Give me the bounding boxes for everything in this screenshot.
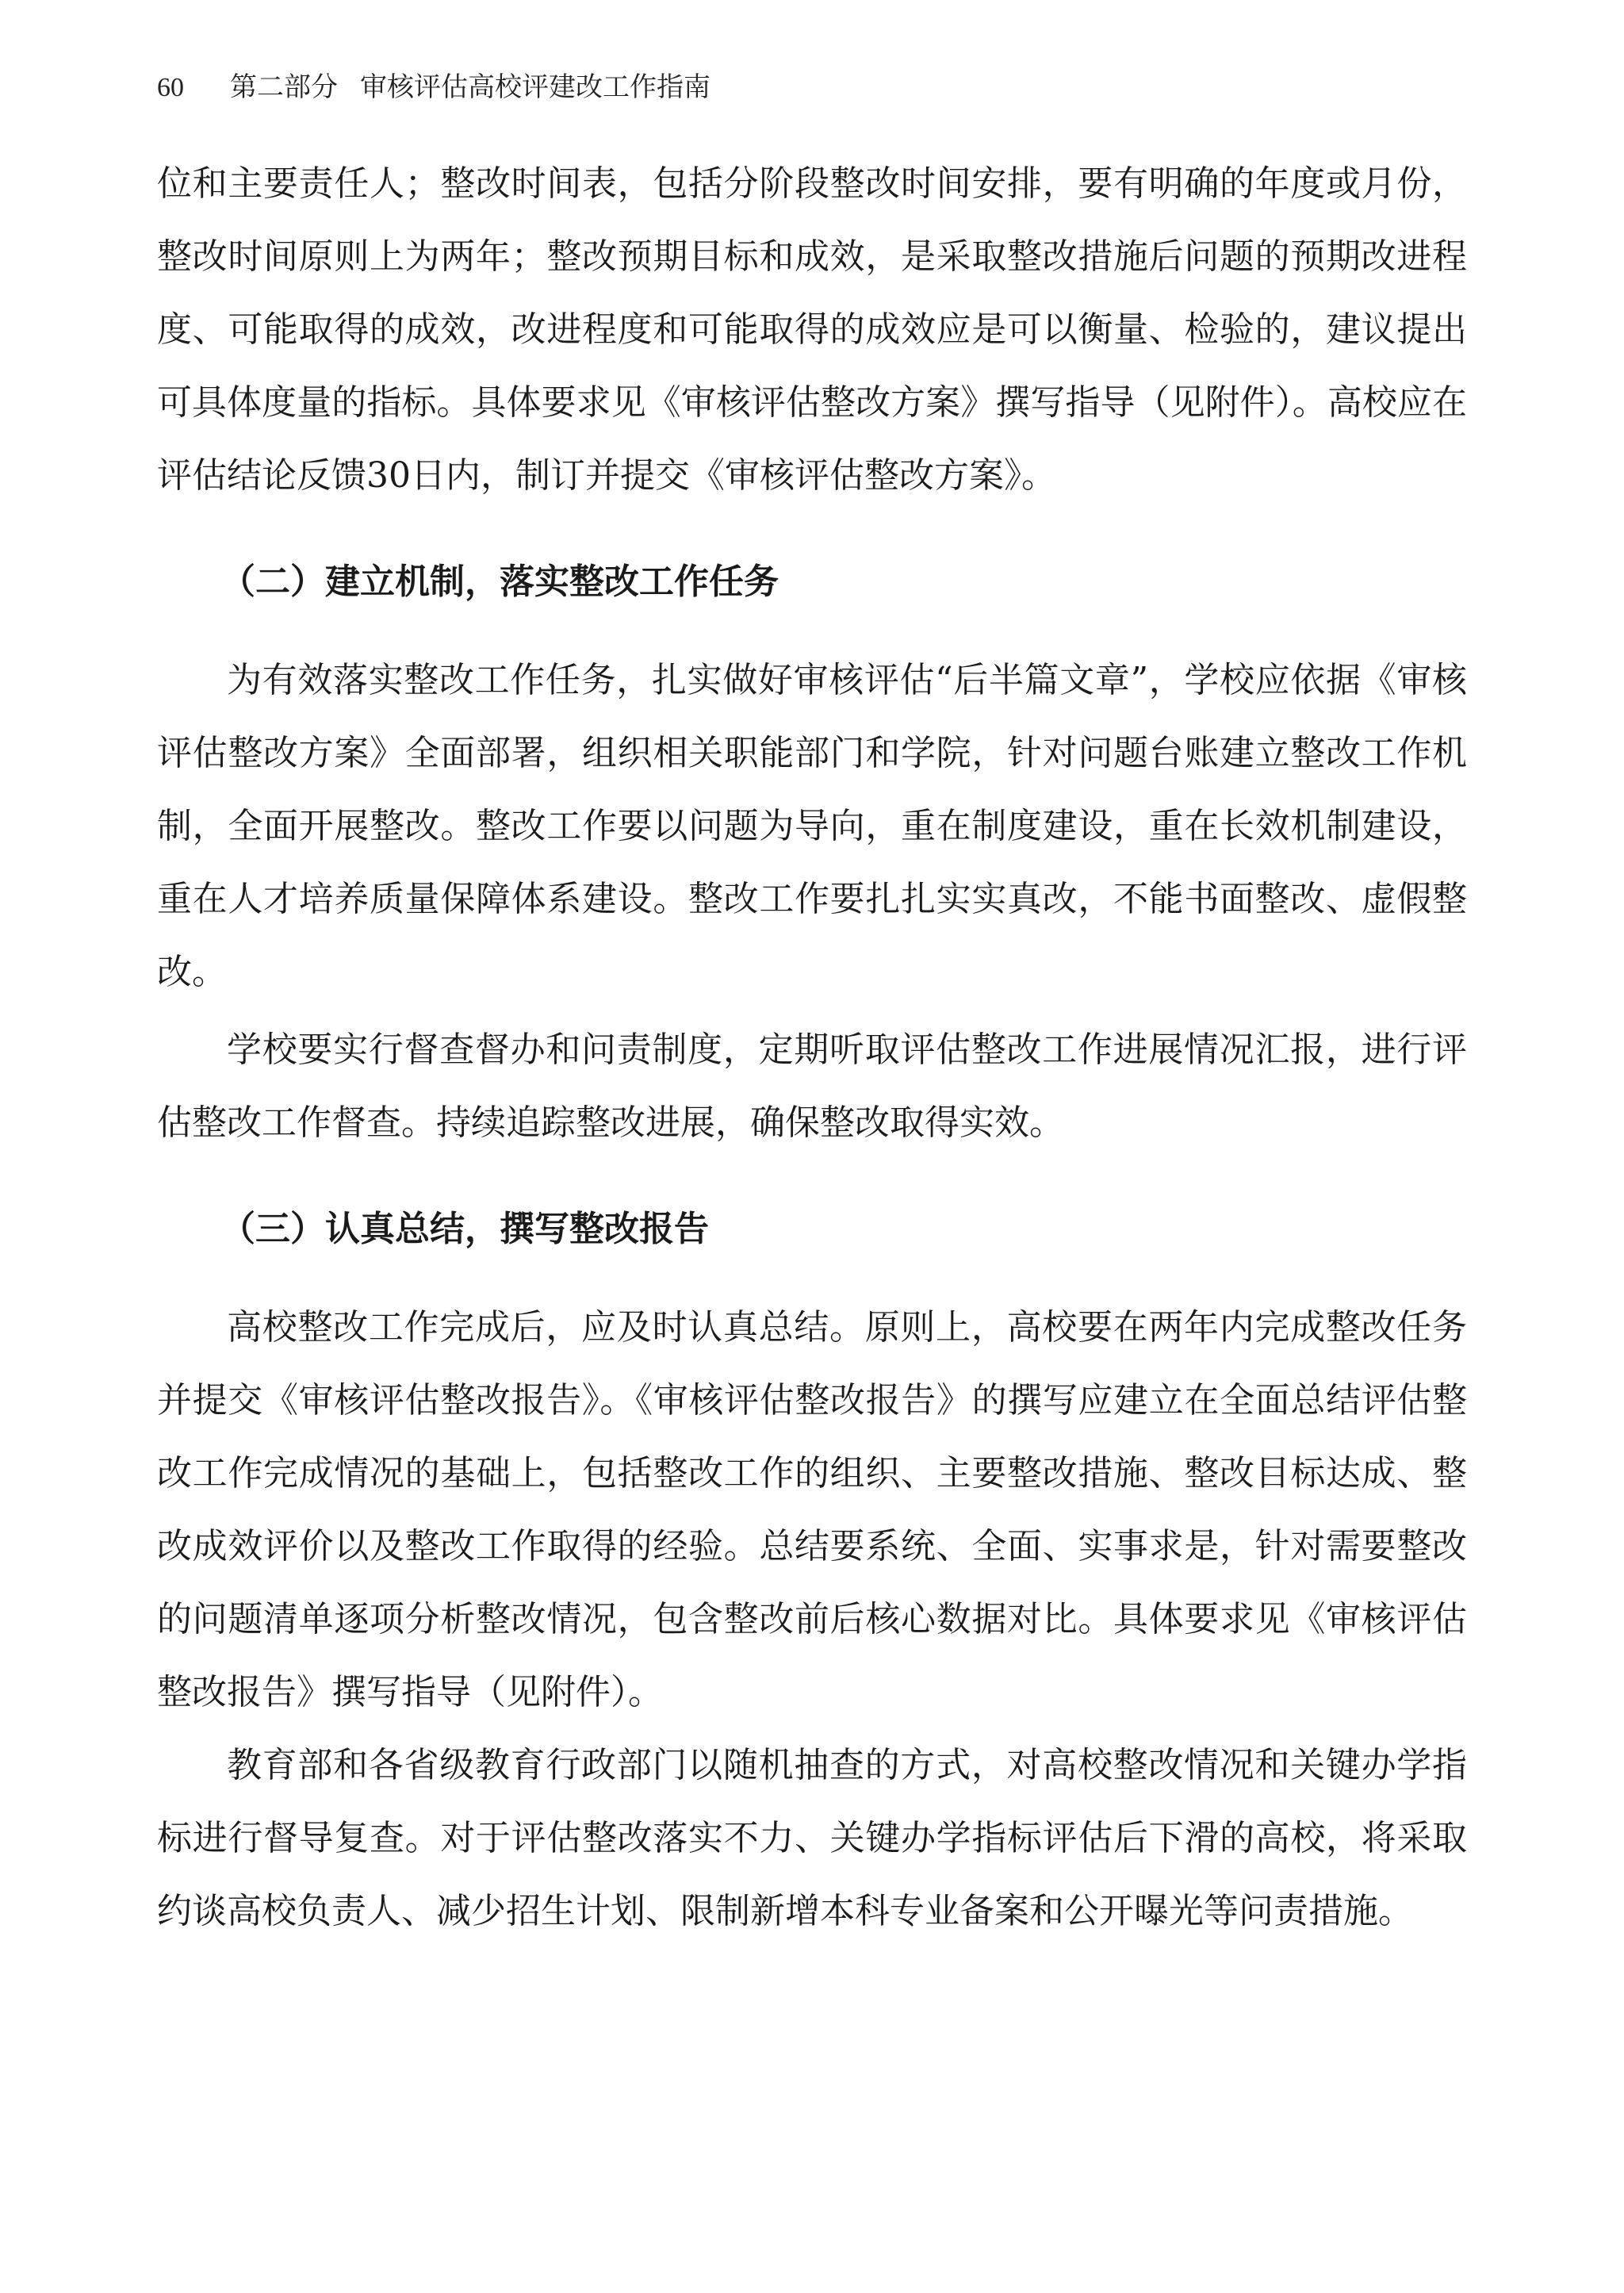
section-heading-two: （二）建立机制，落实整改工作任务 xyxy=(220,562,779,602)
section-heading-three: （三）认真总结，撰写整改报告 xyxy=(220,1209,709,1249)
running-header xyxy=(157,70,710,105)
book-title: 审核评估高校评建改工作指南 xyxy=(360,71,710,103)
page-number: 60 xyxy=(157,73,184,102)
paragraph-continued: 位和主要责任人；整改时间表，包括分阶段整改时间安排，要有明确的年度或月份，整改时间原则上为两年；整改预期目标和成效，是采取整改措施后问题的预期改进程度、可能取得的成效，改进程度和可能取得的成效应是可以衡量、检验的，建议提出可具体度量的指标。具体要求见《审核评估整改方案》撰写指导（见附件）。高校应在评估结论反馈30日内，制订并提交《审核评估整改方案》。 xyxy=(157,163,1467,496)
part-label: 第二部分 xyxy=(230,71,338,103)
paragraph: 学校要实行督查督办和问责制度，定期听取评估整改工作进展情况汇报，进行评估整改工作督查。持续追踪整改进展，确保整改取得实效。 xyxy=(157,1030,1467,1143)
paragraph: 高校整改工作完成后，应及时认真总结。原则上，高校要在两年内完成整改任务并提交《审核评估整改报告》。《审核评估整改报告》的撰写应建立在全面总结评估整改工作完成情况的基础上，包括整改工作的组织、主要整改措施、整改目标达成、整改成效评价以及整改工作取得的经验。总结要系统、全面、实事求是，针对需要整改的问题清单逐项分析整改情况，包含整改前后核心数据对比。具体要求见《审核评估整改报告》撰写指导（见附件）。 xyxy=(157,1307,1467,1712)
body-text xyxy=(157,148,1467,1948)
paragraph: 教育部和各省级教育行政部门以随机抽查的方式，对高校整改情况和关键办学指标进行督导复查。对于评估整改落实不力、关键办学指标评估后下滑的高校，将采取约谈高校负责人、减少招生计划、限制新增本科专业备案和公开曝光等问责措施。 xyxy=(157,1745,1467,1931)
paragraph: 为有效落实整改工作任务，扎实做好审核评估“后半篇文章”，学校应依据《审核评估整改方案》全面部署，组织相关职能部门和学院，针对问题台账建立整改工作机制，全面开展整改。整改工作要以问题为导向，重在制度建设，重在长效机制建设，重在人才培养质量保障体系建设。整改工作要扎扎实实真改，不能书面整改、虚假整改。 xyxy=(157,660,1467,992)
